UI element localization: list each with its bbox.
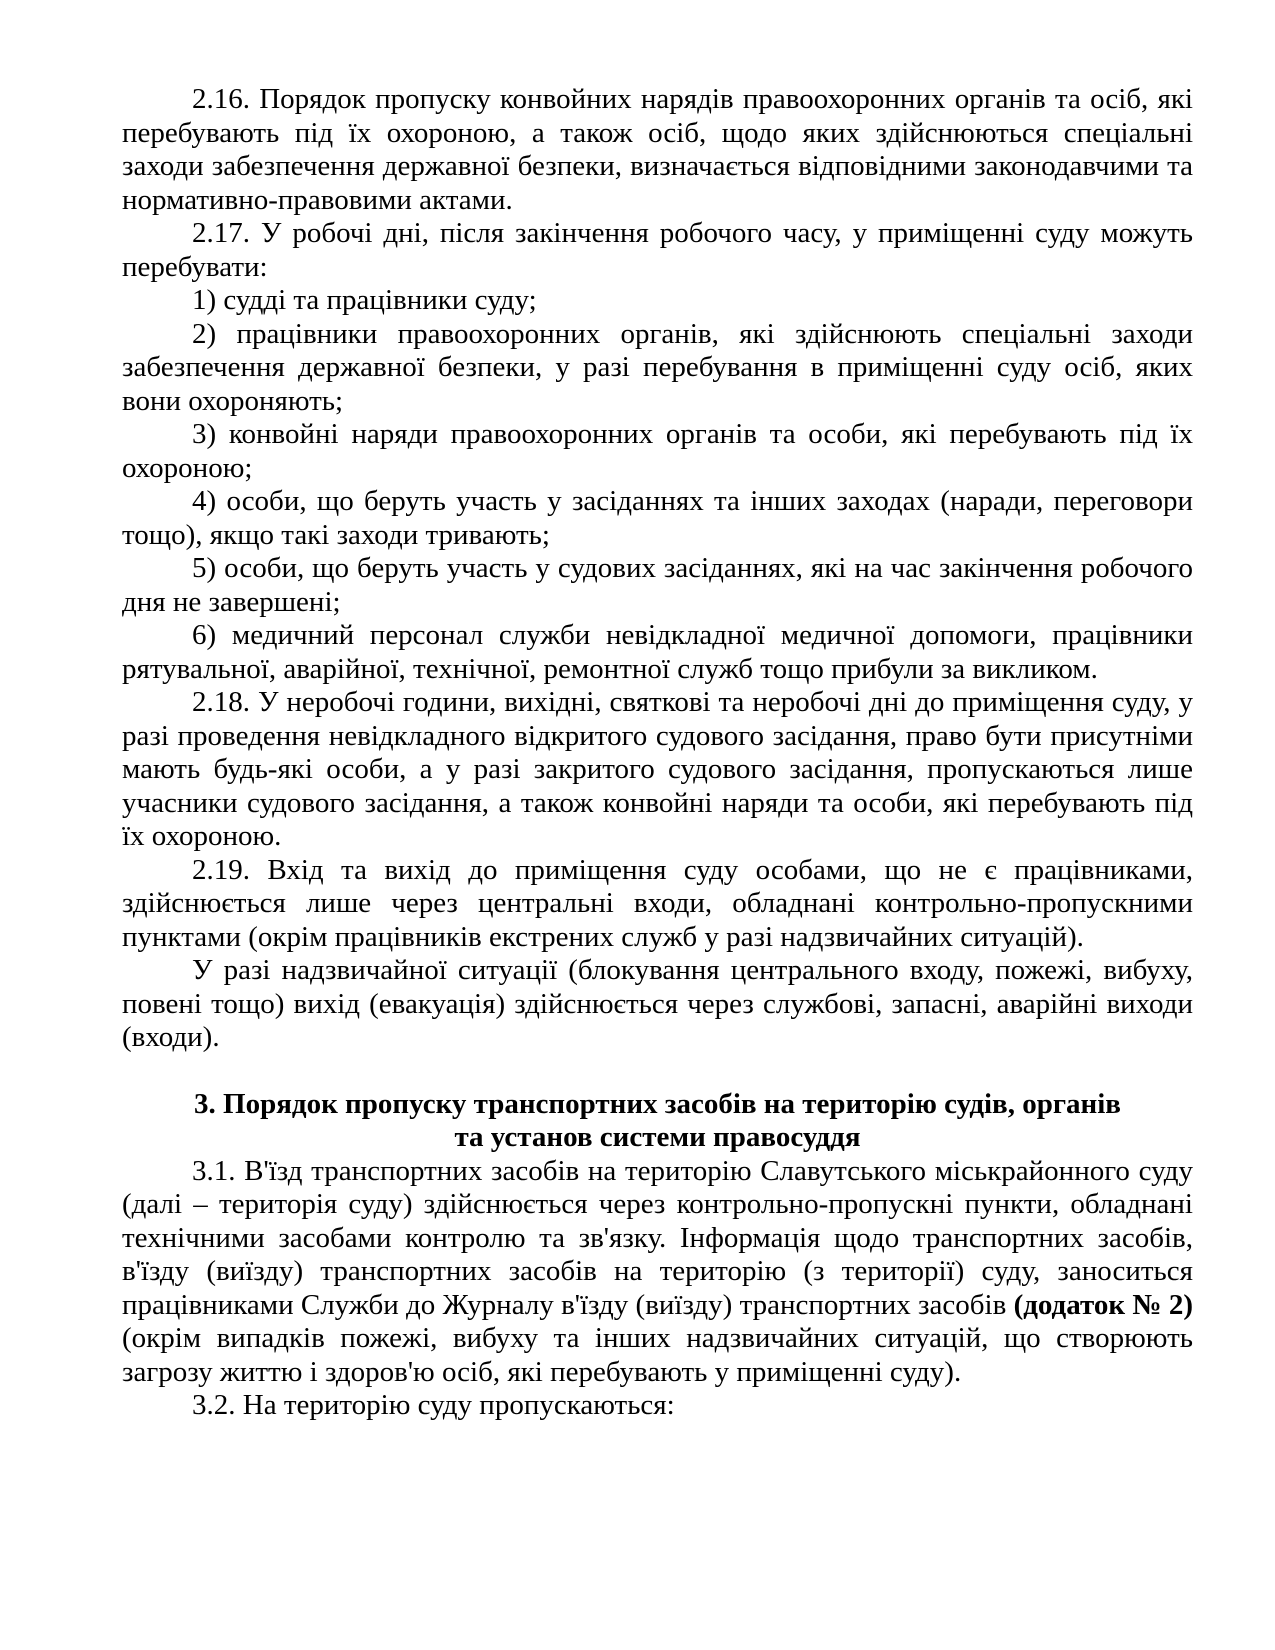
paragraph-3-1 [122,1155,1193,1390]
list-item-5: 5) особи, що беруть участь у судових засіданнях, які на час закінчення робочого дня не завершені; [122,552,1193,618]
list-item-3: 3) конвойні наряди правоохоронних органів та особи, які перебувають під їх охороною; [122,418,1193,484]
section-3-heading [122,1088,1193,1155]
paragraph-3-1-text-after: (окрім випадків пожежі, вибуху та інших надзвичайних ситуацій, що створюють загрозу життю і здоров'ю осіб, які перебувають у приміщенні суду). [122,1322,1193,1388]
list-item-2: 2) працівники правоохоронних органів, які здійснюють спеціальні заходи забезпечення державної безпеки, у разі перебування в приміщенні суду осіб, яких вони охороняють; [122,317,1193,417]
paragraph-2-17: 2.17. У робочі дні, після закінчення робочого часу, у приміщенні суду можуть перебувати: [122,217,1193,283]
paragraph-3-1-text-before: 3.1. В'їзд транспортних засобів на територію Славутського міськрайонного суду (далі – територія суду) здійснюється через контрольно-пропускні пункти, обладнані технічними засобами контролю та зв'язку. Інформація щодо транспортних засобів, в'їзду (виїзду) транспортних засобів на територію (з території) суду, заноситься працівниками Служби до Журналу в'їзду (виїзду) транспортних засобів [122,1154,1193,1321]
section-3-heading-line-1: 3. Порядок пропуску транспортних засобів на територію судів, органів [194,1087,1121,1120]
section-3-heading-line-2: та установ системи правосуддя [454,1121,861,1153]
list-item-6: 6) медичний персонал служби невідкладної медичної допомоги, працівники рятувальної, аварійної, технічної, ремонтної служб тощо прибули за викликом. [122,619,1193,685]
paragraph-3-2: 3.2. На територію суду пропускаються: [192,1389,675,1421]
paragraph-2-18: 2.18. У неробочі години, вихідні, святкові та неробочі дні до приміщення суду, у разі проведення невідкладного відкритого судового засідання, право бути присутніми мають будь-які особи, а у разі закритого судового засідання, пропускаються лише учасники судового засідання, а також конвойні наряди та особи, які перебувають під їх охороною. [122,686,1193,852]
list-item-4: 4) особи, що беруть участь у засіданнях та інших заходах (наради, переговори тощо), якщо такі заходи тривають; [122,485,1193,551]
paragraph-emergency-exit: У разі надзвичайної ситуації (блокування центрального входу, пожежі, вибуху, повені тощо) вихід (евакуація) здійснюється через службові, запасні, аварійні виходи (входи). [122,954,1193,1053]
paragraph-2-16: 2.16. Порядок пропуску конвойних нарядів правоохоронних органів та осіб, які перебувають під їх охороною, а також осіб, щодо яких здійснюються спеціальні заходи забезпечення державної безпеки, визначається відповідними законодавчими та нормативно-правовими актами. [122,83,1193,216]
list-item-1: 1) судді та працівники суду; [192,284,537,316]
paragraph-2-19: 2.19. Вхід та вихід до приміщення суду особами, що не є працівниками, здійснюється лише через центральні входи, обладнані контрольно-пропускними пунктами (окрім працівників екстрених служб у разі надзвичайних ситуацій). [122,853,1193,953]
appendix-2-reference: (додаток № 2) [1013,1288,1193,1321]
